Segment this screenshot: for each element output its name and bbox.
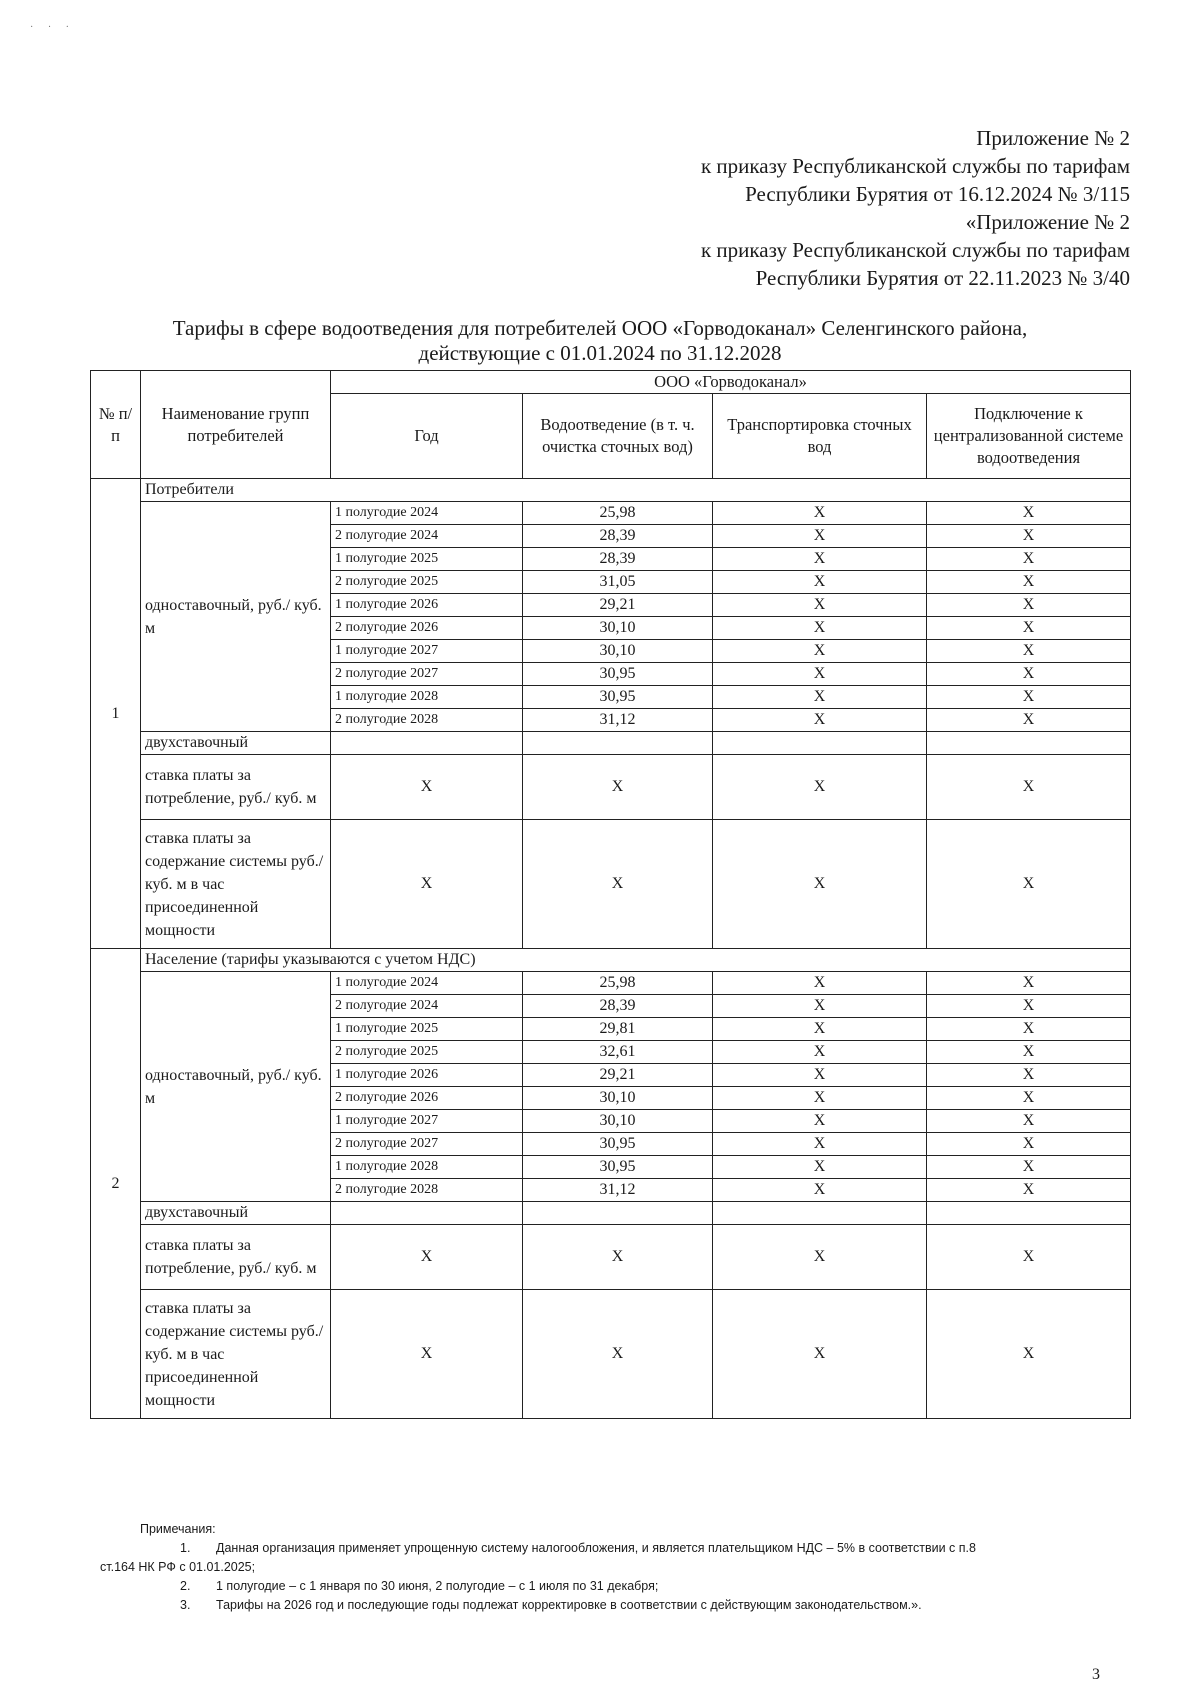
notes: [100, 1520, 1140, 1615]
scan-artifact: · · ·: [30, 22, 75, 33]
section-group-row: [91, 479, 1131, 502]
notes-heading: Примечания:: [140, 1522, 216, 1536]
maintenance-rate-label: ставка платы за содержание системы руб./куб. м в час присоединенной мощности: [141, 1290, 331, 1419]
transport-value: Х: [713, 502, 927, 525]
page-number: 3: [1092, 1666, 1100, 1683]
transport-value: Х: [713, 640, 927, 663]
maintenance-rate-label: ставка платы за содержание системы руб./куб. м в час присоединенной мощности: [141, 820, 331, 949]
water-tariff-value: 31,12: [523, 709, 713, 732]
col-header-org: ООО «Горводоканал»: [331, 371, 1131, 394]
col-header-connect: Подключение к централизованной системе водоотведения: [927, 394, 1131, 479]
connect-value: Х: [927, 686, 1131, 709]
two-rate-label: двухставочный: [141, 1202, 331, 1225]
section-group-row: [91, 949, 1131, 972]
tariff-table: [90, 370, 1131, 1419]
transport-value: Х: [713, 1156, 927, 1179]
transport-value: Х: [713, 1041, 927, 1064]
transport-value: Х: [713, 548, 927, 571]
header-line: Приложение № 2: [976, 126, 1130, 150]
consumption-rate-row: [91, 755, 1131, 820]
consumption-transport: Х: [713, 1225, 927, 1290]
empty-cell: [331, 732, 523, 755]
header-line: Республики Бурятия от 16.12.2024 № 3/115: [745, 182, 1130, 206]
note-continuation: ст.164 НК РФ с 01.01.2025;: [100, 1560, 256, 1574]
transport-value: Х: [713, 709, 927, 732]
col-header-water: Водоотведение (в т. ч. очистка сточных вод): [523, 394, 713, 479]
year-cell: 1 полугодие 2025: [331, 548, 523, 571]
water-tariff-value: 32,61: [523, 1041, 713, 1064]
empty-cell: [927, 1202, 1131, 1225]
connect-value: Х: [927, 1179, 1131, 1202]
col-header-num: № п/п: [91, 371, 141, 479]
year-cell: 2 полугодие 2027: [331, 663, 523, 686]
connect-value: Х: [927, 1087, 1131, 1110]
maintenance-transport: Х: [713, 1290, 927, 1419]
year-cell: 2 полугодие 2026: [331, 617, 523, 640]
water-tariff-value: 30,95: [523, 1156, 713, 1179]
water-tariff-value: 30,10: [523, 1110, 713, 1133]
consumption-transport: Х: [713, 755, 927, 820]
water-tariff-value: 28,39: [523, 548, 713, 571]
year-cell: 1 полугодие 2024: [331, 972, 523, 995]
single-rate-label: одноставочный, руб./ куб. м: [141, 972, 331, 1202]
maintenance-rate-row: [91, 820, 1131, 949]
transport-value: Х: [713, 686, 927, 709]
year-cell: 1 полугодие 2027: [331, 1110, 523, 1133]
water-tariff-value: 29,21: [523, 1064, 713, 1087]
water-tariff-value: 28,39: [523, 525, 713, 548]
water-tariff-value: 28,39: [523, 995, 713, 1018]
connect-value: Х: [927, 548, 1131, 571]
note-number: 3.: [180, 1598, 191, 1612]
water-tariff-value: 30,10: [523, 640, 713, 663]
header-line: к приказу Республиканской службы по тарифам: [700, 154, 1130, 178]
empty-cell: [523, 1202, 713, 1225]
note-text: Данная организация применяет упрощенную систему налогообложения, и является плательщиком НДС – 5% в соответствии с п.8: [216, 1541, 976, 1555]
document-title: [60, 316, 1140, 366]
year-cell: 1 полугодие 2026: [331, 594, 523, 617]
header-line: Республики Бурятия от 22.11.2023 № 3/40: [755, 266, 1130, 290]
transport-value: Х: [713, 972, 927, 995]
year-cell: 1 полугодие 2027: [331, 640, 523, 663]
consumption-rate-label: ставка платы за потребление, руб./ куб. м: [141, 755, 331, 820]
note-item: [140, 1596, 1140, 1615]
connect-value: Х: [927, 617, 1131, 640]
transport-value: Х: [713, 571, 927, 594]
two-rate-label: двухставочный: [141, 732, 331, 755]
appendix-header: [490, 124, 1130, 292]
transport-value: Х: [713, 663, 927, 686]
maintenance-water: Х: [523, 820, 713, 949]
water-tariff-value: 30,10: [523, 1087, 713, 1110]
title-line: действующие с 01.01.2024 по 31.12.2028: [418, 341, 782, 365]
year-cell: 2 полугодие 2028: [331, 709, 523, 732]
water-tariff-value: 29,81: [523, 1018, 713, 1041]
connect-value: Х: [927, 995, 1131, 1018]
header-line: к приказу Республиканской службы по тарифам: [700, 238, 1130, 262]
consumption-water: Х: [523, 1225, 713, 1290]
connect-value: Х: [927, 972, 1131, 995]
connect-value: Х: [927, 502, 1131, 525]
maintenance-water: Х: [523, 1290, 713, 1419]
connect-value: Х: [927, 594, 1131, 617]
water-tariff-value: 31,12: [523, 1179, 713, 1202]
note-number: 2.: [180, 1579, 191, 1593]
water-tariff-value: 25,98: [523, 972, 713, 995]
col-header-group: Наименование групп потребителей: [141, 371, 331, 479]
empty-cell: [331, 1202, 523, 1225]
table-row: [91, 972, 1131, 995]
year-cell: 2 полугодие 2025: [331, 1041, 523, 1064]
water-tariff-value: 30,95: [523, 663, 713, 686]
year-cell: 2 полугодие 2024: [331, 525, 523, 548]
water-tariff-value: 30,95: [523, 686, 713, 709]
connect-value: Х: [927, 1156, 1131, 1179]
connect-value: Х: [927, 640, 1131, 663]
transport-value: Х: [713, 594, 927, 617]
year-cell: 2 полугодие 2026: [331, 1087, 523, 1110]
maintenance-year: Х: [331, 820, 523, 949]
empty-cell: [713, 1202, 927, 1225]
connect-value: Х: [927, 709, 1131, 732]
consumption-year: Х: [331, 1225, 523, 1290]
year-cell: 2 полугодие 2024: [331, 995, 523, 1018]
consumption-rate-label: ставка платы за потребление, руб./ куб. м: [141, 1225, 331, 1290]
connect-value: Х: [927, 1110, 1131, 1133]
note-text: 1 полугодие – с 1 января по 30 июня, 2 полугодие – с 1 июля по 31 декабря;: [216, 1579, 659, 1593]
two-rate-row: [91, 732, 1131, 755]
empty-cell: [713, 732, 927, 755]
table-header-row: [91, 371, 1131, 394]
section-number: 2: [91, 949, 141, 1419]
table-row: [91, 502, 1131, 525]
transport-value: Х: [713, 1179, 927, 1202]
transport-value: Х: [713, 1133, 927, 1156]
two-rate-row: [91, 1202, 1131, 1225]
maintenance-transport: Х: [713, 820, 927, 949]
connect-value: Х: [927, 1041, 1131, 1064]
water-tariff-value: 25,98: [523, 502, 713, 525]
connect-value: Х: [927, 571, 1131, 594]
maintenance-connect: Х: [927, 820, 1131, 949]
connect-value: Х: [927, 1064, 1131, 1087]
transport-value: Х: [713, 1018, 927, 1041]
maintenance-connect: Х: [927, 1290, 1131, 1419]
year-cell: 1 полугодие 2026: [331, 1064, 523, 1087]
connect-value: Х: [927, 1133, 1131, 1156]
water-tariff-value: 29,21: [523, 594, 713, 617]
transport-value: Х: [713, 525, 927, 548]
maintenance-rate-row: [91, 1290, 1131, 1419]
transport-value: Х: [713, 617, 927, 640]
transport-value: Х: [713, 1110, 927, 1133]
water-tariff-value: 31,05: [523, 571, 713, 594]
section-number: 1: [91, 479, 141, 949]
transport-value: Х: [713, 1087, 927, 1110]
year-cell: 1 полугодие 2024: [331, 502, 523, 525]
year-cell: 2 полугодие 2025: [331, 571, 523, 594]
year-cell: 2 полугодие 2027: [331, 1133, 523, 1156]
header-line: «Приложение № 2: [965, 210, 1130, 234]
empty-cell: [927, 732, 1131, 755]
section-group-label: Потребители: [141, 479, 1131, 502]
connect-value: Х: [927, 1018, 1131, 1041]
col-header-transport: Транспортировка сточных вод: [713, 394, 927, 479]
consumption-rate-row: [91, 1225, 1131, 1290]
year-cell: 1 полугодие 2025: [331, 1018, 523, 1041]
note-text: Тарифы на 2026 год и последующие годы подлежат корректировке в соответствии с действующим законодательством.».: [216, 1598, 922, 1612]
single-rate-label: одноставочный, руб./ куб. м: [141, 502, 331, 732]
title-line: Тарифы в сфере водоотведения для потребителей ООО «Горводоканал» Селенгинского района,: [172, 316, 1028, 340]
consumption-year: Х: [331, 755, 523, 820]
note-item: [140, 1577, 1140, 1596]
water-tariff-value: 30,10: [523, 617, 713, 640]
connect-value: Х: [927, 525, 1131, 548]
note-item: [100, 1539, 1140, 1577]
transport-value: Х: [713, 1064, 927, 1087]
consumption-connect: Х: [927, 1225, 1131, 1290]
water-tariff-value: 30,95: [523, 1133, 713, 1156]
note-number: 1.: [180, 1541, 191, 1555]
connect-value: Х: [927, 663, 1131, 686]
consumption-connect: Х: [927, 755, 1131, 820]
year-cell: 2 полугодие 2028: [331, 1179, 523, 1202]
section-group-label: Население (тарифы указываются с учетом НДС): [141, 949, 1131, 972]
empty-cell: [523, 732, 713, 755]
col-header-year: Год: [331, 394, 523, 479]
year-cell: 1 полугодие 2028: [331, 1156, 523, 1179]
consumption-water: Х: [523, 755, 713, 820]
maintenance-year: Х: [331, 1290, 523, 1419]
transport-value: Х: [713, 995, 927, 1018]
year-cell: 1 полугодие 2028: [331, 686, 523, 709]
